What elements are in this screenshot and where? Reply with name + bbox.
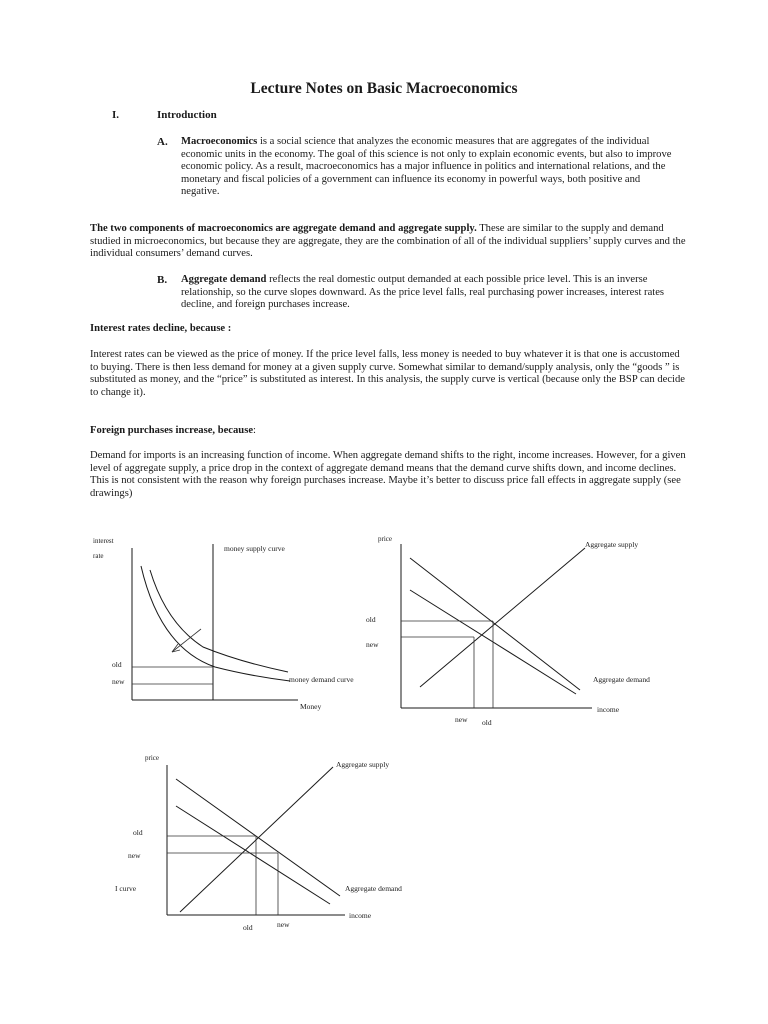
components-text: These are similar to the supply and demand studied in microeconomics, but because they are aggregate, they are the combination of all of the individual suppliers’ supply curves and the individual consumers’ demand curves. bbox=[90, 223, 686, 260]
fig3-aggregate-supply-line bbox=[180, 767, 333, 912]
fig2-ylabel: price bbox=[378, 535, 392, 543]
fig1-new-label: new bbox=[112, 677, 125, 686]
item-a-text: is a social science that analyzes the economic measures that are aggregates of the individual economic units in the economy. The goal of this science is not only to explain economic events, but also to improve economic policy. As a result, macroeconomics has a major influence in politics and international relations, and the monetary and fiscal policies of a government can influence its economy in powerful ways, both positive and negative. bbox=[181, 136, 672, 198]
shift-arrow bbox=[172, 629, 201, 652]
foreign-paragraph: Demand for imports is an increasing function of income. When aggregate demand shifts to the right, income increases. However, for a given level of aggregate supply, a price drop in the context of aggregate demand means that the demand curve shifts down, and income declines. This is not consistent with the reason why foreign purchases increase. Maybe it’s better to discuss price fall effects in aggregate supply (see drawings) bbox=[90, 450, 686, 499]
components-bold: The two components of macroeconomics are aggregate demand and aggregate supply. bbox=[90, 223, 477, 234]
interest-paragraph: Interest rates can be viewed as the price of money. If the price level falls, less money is needed to buy whatever it is that one is accustomed to buying. There is then less demand for money at a given supply curve. Somewhat similar to demand/supply analysis, only the “goods ” is substituted as money, and the “price” is substituted as interest. In this analysis, the supply curve is vertical (because only the BSP can decide to change it). bbox=[90, 349, 685, 398]
item-b-term: Aggregate demand bbox=[181, 274, 267, 285]
fig2-axes bbox=[401, 544, 592, 708]
fig3-ylabel: price bbox=[145, 754, 159, 762]
fig3-x-old-label: old bbox=[243, 923, 253, 932]
fig2-demand-label: Aggregate demand bbox=[593, 675, 650, 684]
fig2-new-label: new bbox=[366, 640, 379, 649]
item-b-text: reflects the real domestic output demanded at each possible price level. This is an inverse relationship, so the curve slopes downward. As the price level falls, real purchasing power increases, interest rates decline, and foreign purchases increase. bbox=[181, 274, 665, 311]
fig3-supply-label: Aggregate supply bbox=[336, 760, 390, 769]
money-demand-label: money demand curve bbox=[289, 675, 354, 684]
document-title: Lecture Notes on Basic Macroeconomics bbox=[250, 80, 518, 97]
money-demand-curve-old bbox=[150, 570, 288, 672]
fig3-xlabel: income bbox=[349, 911, 372, 920]
aggregate-supply-line bbox=[420, 548, 585, 687]
fig3-old-label: old bbox=[133, 828, 143, 837]
fig2-supply-label: Aggregate supply bbox=[585, 540, 639, 549]
interest-heading: Interest rates decline, because : bbox=[90, 323, 232, 334]
fig3-new-label: new bbox=[128, 851, 141, 860]
fig1-axes bbox=[132, 548, 298, 700]
item-a-term: Macroeconomics bbox=[181, 136, 258, 147]
fig2-old-label: old bbox=[366, 615, 376, 624]
fig3-aggregate-demand-line-1 bbox=[176, 779, 340, 896]
fig1-xlabel: Money bbox=[300, 702, 322, 711]
shift-arrow-head bbox=[172, 644, 180, 652]
section-title: Introduction bbox=[157, 109, 217, 121]
fig3-aggregate-demand-line-2 bbox=[176, 806, 330, 904]
fig3-demand-label: Aggregate demand bbox=[345, 884, 402, 893]
item-b-letter: B. bbox=[157, 274, 168, 286]
foreign-heading: Foreign purchases increase, because: bbox=[90, 425, 256, 436]
fig1-ylabel-2: rate bbox=[93, 552, 104, 560]
fig2-xlabel: income bbox=[597, 705, 620, 714]
fig2-x-new-label: new bbox=[455, 715, 468, 724]
item-a-letter: A. bbox=[157, 136, 168, 148]
fig1-old-label: old bbox=[112, 660, 122, 669]
fig3-curve-note: I curve bbox=[115, 884, 137, 893]
fig3-x-new-label: new bbox=[277, 920, 290, 929]
section-number: I. bbox=[112, 109, 120, 121]
fig1-ylabel-1: interest bbox=[93, 537, 114, 545]
aggregate-demand-line-1 bbox=[410, 558, 580, 690]
money-demand-curve-new bbox=[141, 566, 290, 681]
fig2-x-old-label: old bbox=[482, 718, 492, 727]
money-supply-label: money supply curve bbox=[224, 544, 285, 553]
